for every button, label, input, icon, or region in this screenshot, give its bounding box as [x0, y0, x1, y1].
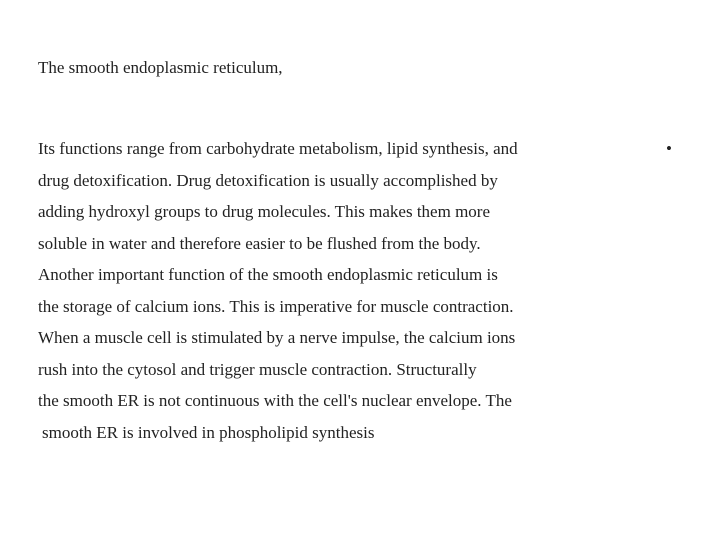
body-line: the smooth ER is not continuous with the cell's nuclear envelope. The [38, 391, 512, 410]
body-line: Another important function of the smooth endoplasmic reticulum is [38, 265, 498, 284]
body-line: adding hydroxyl groups to drug molecules. This makes them more [38, 202, 491, 221]
body-line: drug detoxification. Drug detoxification is usually accomplished by [38, 170, 498, 190]
bullet-marker: • [666, 139, 672, 158]
body-line: smooth ER is involved in phospholipid synthesis [42, 422, 375, 442]
slide-title: The smooth endoplasmic reticulum, [38, 58, 283, 77]
body-line: Its functions range from carbohydrate metabolism, lipid synthesis, and [38, 139, 518, 158]
slide-body [38, 137, 658, 452]
body-line: the storage of calcium ions. This is imperative for muscle contraction. [38, 296, 514, 316]
body-line: rush into the cytosol and trigger muscle contraction. Structurally [38, 359, 477, 379]
body-line: soluble in water and therefore easier to be flushed from the body. [38, 233, 481, 253]
body-line: When a muscle cell is stimulated by a nerve impulse, the calcium ions [38, 328, 516, 347]
